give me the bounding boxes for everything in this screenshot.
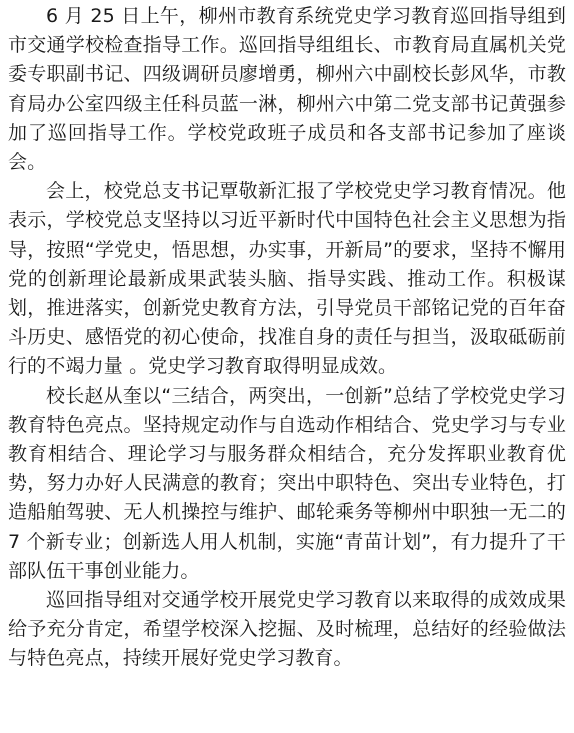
paragraph-principal-summary: 校长赵从奎以“三结合，两突出，一创新”总结了学校党史学习教育特色亮点。坚持规定动作与自选动作相结合、党史学习与专业教育相结合、理论学习与服务群众相结合，充分发挥职业教育优势，努力办好人民满意的教育；突出中职特色、突出专业特色，打造船舶驾驶、无人机操控与维护、邮轮乘务等柳州中职独一无二的 7 个新专业；创新选人用人机制，实施“青苗计划”，有力提升了干部队伍干事创业能力。 [8, 384, 566, 582]
paragraph-guidance-feedback: 巡回指导组对交通学校开展党史学习教育以来取得的成效成果给予充分肯定，希望学校深入挖掘、及时梳理，总结好的经验做法与特色亮点，持续开展好党史学习教育。 [8, 589, 566, 670]
paragraph-party-report: 会上，校党总支书记覃敬新汇报了学校党史学习教育情况。他表示，学校党总支坚持以习近平新时代中国特色社会主义思想为指导，按照“学党史，悟思想，办实事，开新局”的要求，坚持不懈用党的创新理论最新成果武装头脑、指导实践、推动工作。积极谋划，推进落实，创新党史教育方法，引导党员干部铭记党的百年奋斗历史、感悟党的初心使命，找准自身的责任与担当，汲取砥砺前行的不竭力量 。党史学习教育取得明显成效。 [8, 180, 566, 378]
paragraph-inspection-visit: 6 月 25 日上午，柳州市教育系统党史学习教育巡回指导组到市交通学校检查指导工作。巡回指导组组长、市教育局直属机关党委专职副书记、四级调研员廖增勇，柳州六中副校长彭风华，市教育局办公室四级主任科员蓝一淋，柳州六中第二党支部书记黄强参加了巡回指导工作。学校党政班子成员和各支部书记参加了座谈会。 [8, 5, 566, 174]
